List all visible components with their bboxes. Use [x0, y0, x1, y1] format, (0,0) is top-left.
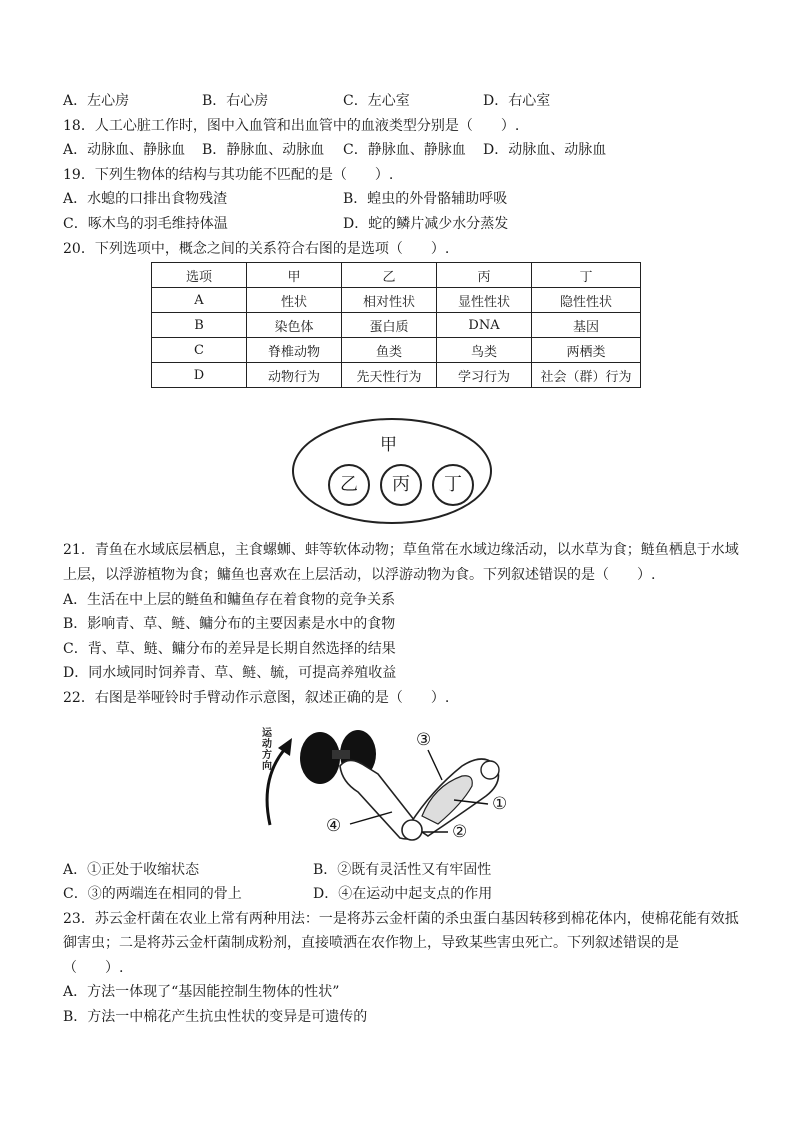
label-2: ② — [452, 822, 468, 842]
q18-options — [63, 141, 763, 159]
q18-option-a: A．动脉血、静脉血 — [63, 142, 186, 158]
q22-option-c: C．③的两端连在相同的骨上 — [63, 886, 242, 902]
table-cell: 鱼类 — [342, 338, 437, 363]
table-row — [152, 363, 641, 388]
direction-label: 运动方向 — [262, 728, 272, 772]
q21-option-b: B．影响青、草、鲢、鳙分布的主要因素是水中的食物 — [63, 616, 396, 632]
q17-option-c: C．左心室 — [343, 93, 410, 109]
q21-option-a: A．生活在中上层的鲢鱼和鳙鱼存在着食物的竞争关系 — [63, 592, 396, 608]
elbow-joint — [402, 820, 422, 840]
inner-circle-1: 乙 — [328, 464, 370, 506]
table-cell: D — [152, 363, 247, 388]
q21-stem-line-1: 21．青鱼在水域底层栖息，主食螺蛳、蚌等软体动物；草鱼常在水域边缘活动，以水草为食；鲢鱼栖息于水域 — [63, 542, 739, 558]
table-cell: 动物行为 — [247, 363, 342, 388]
q22-options-row1 — [63, 861, 763, 879]
table-cell: 显性性状 — [437, 288, 532, 313]
q22-stem: 22．右图是举哑铃时手臂动作示意图，叙述正确的是（ ）. — [63, 690, 450, 706]
table-row — [152, 338, 641, 363]
q19-option-b: B．蝗虫的外骨骼辅助呼吸 — [343, 191, 508, 207]
q18-option-c: C．静脉血、静脉血 — [343, 142, 466, 158]
table-header-cell: 甲 — [247, 263, 342, 288]
label-1: ① — [492, 794, 508, 814]
label-4: ④ — [326, 816, 342, 836]
q17-options — [63, 92, 763, 110]
table-cell: 相对性状 — [342, 288, 437, 313]
q23-option-b: B．方法一中棉花产生抗虫性状的变异是可遗传的 — [63, 1009, 368, 1025]
table-cell: DNA — [437, 313, 532, 338]
q20-table — [151, 262, 641, 388]
table-row — [152, 313, 641, 338]
q22-option-b: B．②既有灵活性又有牢固性 — [313, 862, 492, 878]
table-cell: 学习行为 — [437, 363, 532, 388]
q21-option-d: D．同水域同时饲养青、草、鲢、毓，可提高养殖收益 — [63, 665, 397, 681]
dumbbell-bar — [332, 750, 350, 759]
arm-illustration — [262, 720, 522, 850]
table-cell: 性状 — [247, 288, 342, 313]
inner-circle-2: 丙 — [380, 464, 422, 506]
q23-stem-line-1: 23．苏云金杆菌在农业上常有两种用法：一是将苏云金杆菌的杀虫蛋白基因转移到棉花体内，使棉花能有效抵 — [63, 911, 739, 927]
q19-options-row1 — [63, 190, 763, 208]
q18-option-d: D．动脉血、动脉血 — [483, 142, 607, 158]
table-cell: C — [152, 338, 247, 363]
table-header-cell: 选项 — [152, 263, 247, 288]
outer-label: 甲 — [380, 435, 397, 455]
q17-option-d: D．右心室 — [483, 93, 551, 109]
q17-option-b: B．右心房 — [202, 93, 269, 109]
q19-option-d: D．蛇的鳞片减少水分蒸发 — [343, 216, 509, 232]
arm-dumbbell-figure — [262, 720, 522, 850]
q22-option-d: D．④在运动中起支点的作用 — [313, 886, 493, 902]
leader-line-3 — [428, 750, 442, 780]
q19-option-c: C．啄木鸟的羽毛维持体温 — [63, 216, 228, 232]
inner-circle-3: 丁 — [432, 464, 474, 506]
table-cell: B — [152, 313, 247, 338]
table-cell: 隐性性状 — [532, 288, 641, 313]
table-cell: A — [152, 288, 247, 313]
q23-stem-line-3: （ ）. — [63, 960, 124, 976]
q20-concept-diagram — [292, 418, 492, 524]
q18-option-b: B．静脉血、动脉血 — [202, 142, 325, 158]
table-cell: 蛋白质 — [342, 313, 437, 338]
table-row — [152, 288, 641, 313]
table-cell: 鸟类 — [437, 338, 532, 363]
table-cell: 脊椎动物 — [247, 338, 342, 363]
table-cell: 先天性行为 — [342, 363, 437, 388]
table-cell: 染色体 — [247, 313, 342, 338]
q19-stem: 19．下列生物体的结构与其功能不匹配的是（ ）. — [63, 167, 394, 183]
q21-option-c: C．背、草、鲢、鳙分布的差异是长期自然选择的结果 — [63, 641, 396, 657]
label-3: ③ — [416, 730, 432, 750]
q21-stem-line-2: 上层，以浮游植物为食；鳙鱼也喜欢在上层活动，以浮游动物为食。下列叙述错误的是（ ）. — [63, 567, 656, 583]
table-header-cell: 丁 — [532, 263, 641, 288]
table-cell: 两栖类 — [532, 338, 641, 363]
q19-option-a: A．水螅的口排出食物残渣 — [63, 191, 228, 207]
shoulder-joint — [481, 761, 499, 779]
q23-stem-line-2: 御害虫；二是将苏云金杆菌制成粉剂，直接喷洒在农作物上，导致某些害虫死亡。下列叙述错误的是 — [63, 935, 679, 951]
table-header-row — [152, 263, 641, 288]
q20-stem: 20．下列选项中，概念之间的关系符合右图的是选项（ ）. — [63, 241, 450, 257]
q18-stem: 18．人工心脏工作时，图中入血管和出血管中的血液类型分别是（ ）. — [63, 118, 520, 134]
table-header-cell: 乙 — [342, 263, 437, 288]
table-cell: 基因 — [532, 313, 641, 338]
q22-option-a: A．①正处于收缩状态 — [63, 862, 200, 878]
q17-option-a: A．左心房 — [63, 93, 130, 109]
q22-options-row2 — [63, 885, 763, 903]
table-header-cell: 丙 — [437, 263, 532, 288]
q23-option-a: A．方法一体现了“基因能控制生物体的性状” — [63, 984, 340, 1000]
table-cell: 社会（群）行为 — [532, 363, 641, 388]
q19-options-row2 — [63, 215, 763, 233]
